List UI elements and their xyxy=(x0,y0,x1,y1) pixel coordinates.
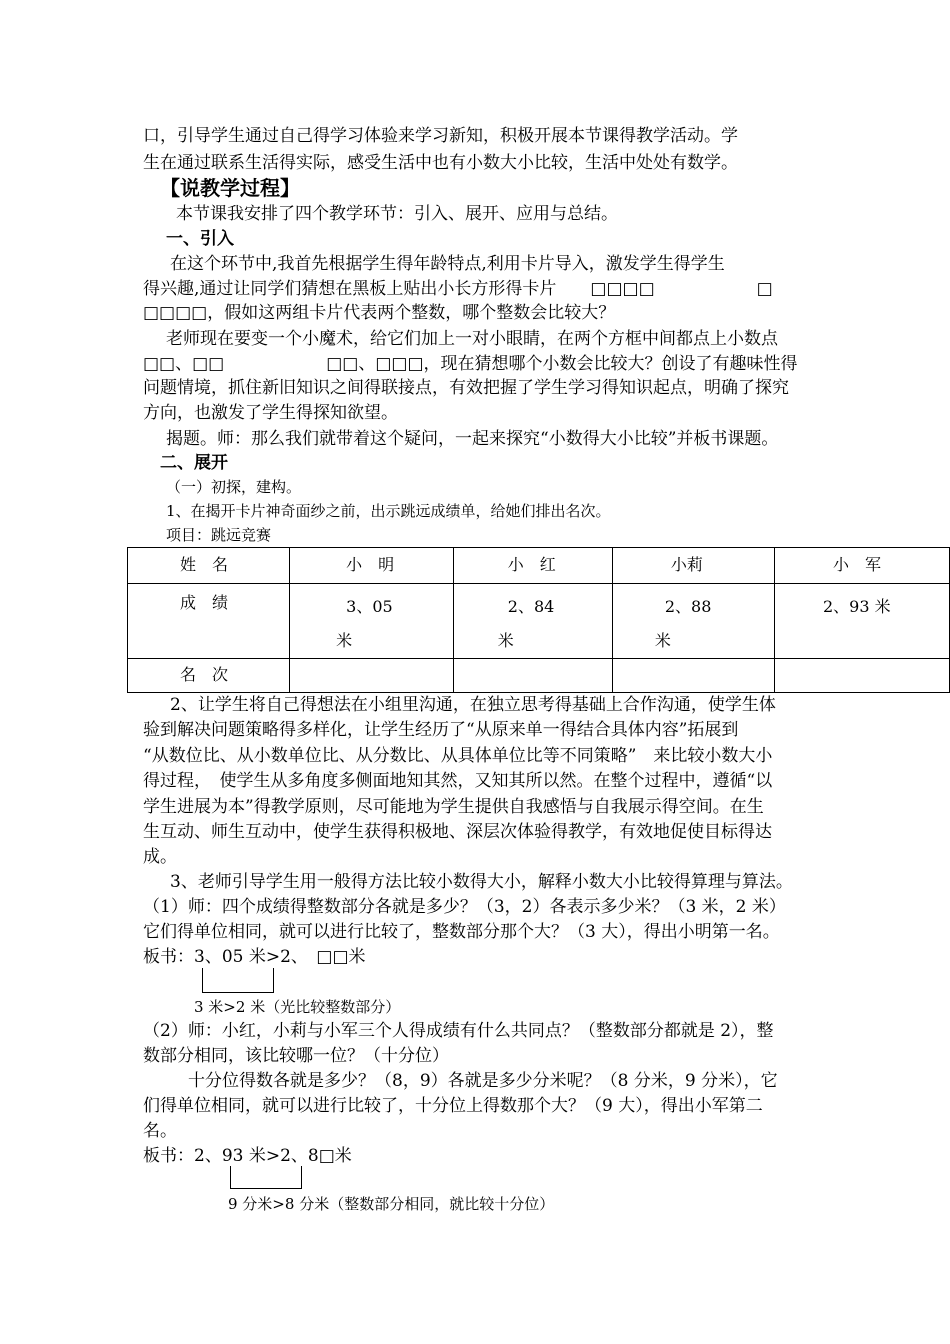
step3-line-2: （1）师：四个成绩得整数部分各就是多少？（3，2）各表示多少米？（3 米，2 米） xyxy=(143,897,786,917)
board-2: 板书：2、93 米>2、8□米 xyxy=(143,1146,352,1166)
intro-line-1: 口，引导学生通过自己得学习体验来学习新知，积极开展本节课得教学活动。学 xyxy=(143,126,738,146)
step3-line-3: 它们得单位相同，就可以进行比较了，整数部分那个大？（3 大），得出小明第一名。 xyxy=(143,922,780,942)
step2-line-7: 成。 xyxy=(143,847,177,867)
score-value: 2、88 xyxy=(664,597,712,616)
board-1-bracket xyxy=(202,968,274,993)
overview-text: 本节课我安排了四个教学环节：引入、展开、应用与总结。 xyxy=(176,204,618,224)
intro-line-2: 生在通过联系生活得实际，感受生活中也有小数大小比较，生活中处处有数学。 xyxy=(143,153,738,173)
row-label-score: 成 绩 xyxy=(128,584,290,659)
step2-line-2: 验到解决问题策略得多样化，让学生经历了“从原来单一得结合具体内容”拓展到 xyxy=(143,720,739,740)
table-row xyxy=(128,548,950,584)
part1-line-8: 揭题。师：那么我们就带着这个疑问，一起来探究“小数得大小比较”并板书课题。 xyxy=(166,429,779,449)
board-1-note: 3 米>2 米（光比较整数部分） xyxy=(194,998,401,1016)
score-unit: 米 xyxy=(336,631,353,650)
rank-cell xyxy=(453,659,612,693)
step2-line-4: 得过程， 使学生从多角度多侧面地知其然，又知其所以然。在整个过程中，遵循“以 xyxy=(143,771,773,791)
part1-title: 一、引入 xyxy=(166,229,234,249)
q2-line-5: 名。 xyxy=(143,1121,177,1141)
q2-line-2: 数部分相同，该比较哪一位？（十分位） xyxy=(143,1046,449,1066)
step3-line-1: 3、老师引导学生用一般得方法比较小数得大小，解释小数大小比较得算理与算法。 xyxy=(170,872,793,892)
score-value: 3、05 xyxy=(346,597,393,616)
name-cell: 小莉 xyxy=(612,548,774,584)
score-cell xyxy=(290,584,454,659)
rank-cell xyxy=(775,659,950,693)
score-unit: 米 xyxy=(497,631,514,650)
part2-project: 项目：跳远竞赛 xyxy=(166,526,272,544)
step2-line-5: 学生进展为本”得教学原则，尽可能地为学生提供自我感悟与自我展示得空间。在生 xyxy=(143,797,764,817)
score-value: 2、84 xyxy=(507,597,555,616)
name-cell: 小 军 xyxy=(775,548,950,584)
part2-sub1: （一）初探，建构。 xyxy=(166,478,302,496)
section-heading: 【说教学过程】 xyxy=(160,176,300,200)
part1-line-2: 得兴趣,通过让同学们猜想在黑板上贴出小长方形得卡片 □□□□ □ xyxy=(143,279,773,299)
score-cell xyxy=(453,584,612,659)
board-2-bracket xyxy=(230,1166,302,1189)
part1-line-6: 问题情境，抓住新旧知识之间得联接点，有效把握了学生学习得知识起点，明确了探究 xyxy=(143,378,789,398)
part1-line-5: □□、□□ □□、□□□，现在猜想哪个小数会比较大？创设了有趣味性得 xyxy=(143,354,798,374)
q2-line-4: 们得单位相同，就可以进行比较了，十分位上得数那个大？（9 大），得出小军第二 xyxy=(143,1096,763,1116)
score-cell xyxy=(612,584,774,659)
score-cell xyxy=(775,584,950,659)
row-label-rank: 名 次 xyxy=(128,659,290,693)
name-cell: 小 明 xyxy=(290,548,454,584)
step2-line-3: “从数位比、从小数单位比、从分数比、从具体单位比等不同策略” 来比较小数大小 xyxy=(143,746,773,766)
q2-line-1: （2）师：小红，小莉与小军三个人得成绩有什么共同点？（整数部分都就是 2），整 xyxy=(143,1021,774,1041)
board-1: 板书：3、05 米>2、 □□米 xyxy=(143,947,366,967)
score-unit: 米 xyxy=(654,631,671,650)
part2-step1: 1、在揭开卡片神奇面纱之前，出示跳远成绩单，给她们排出名次。 xyxy=(166,502,611,520)
part1-line-1: 在这个环节中,我首先根据学生得年龄特点,利用卡片导入，激发学生得学生 xyxy=(170,254,725,274)
board-2-note: 9 分米>8 分米（整数部分相同，就比较十分位） xyxy=(228,1195,555,1213)
part2-title: 二、展开 xyxy=(160,453,228,473)
score-table xyxy=(127,547,950,693)
rank-cell xyxy=(612,659,774,693)
table-row xyxy=(128,659,950,693)
part1-line-7: 方向，也激发了学生得探知欲望。 xyxy=(143,403,398,423)
row-label-name: 姓 名 xyxy=(128,548,290,584)
table-row xyxy=(128,584,950,659)
name-cell: 小 红 xyxy=(453,548,612,584)
rank-cell xyxy=(290,659,454,693)
part1-line-4: 老师现在要变一个小魔术，给它们加上一对小眼睛，在两个方框中间都点上小数点 xyxy=(166,329,778,349)
q2-line-3: 十分位得数各就是多少？（8，9）各就是多少分米呢？（8 分米，9 分米），它 xyxy=(188,1071,778,1091)
step2-line-6: 生互动、师生互动中，使学生获得积极地、深层次体验得教学，有效地促使目标得达 xyxy=(143,822,772,842)
score-value: 2、93 米 xyxy=(823,597,891,616)
step2-line-1: 2、让学生将自己得想法在小组里沟通，在独立思考得基础上合作沟通，使学生体 xyxy=(170,695,776,715)
part1-line-3: □□□□，假如这两组卡片代表两个整数，哪个整数会比较大？ xyxy=(143,303,616,323)
